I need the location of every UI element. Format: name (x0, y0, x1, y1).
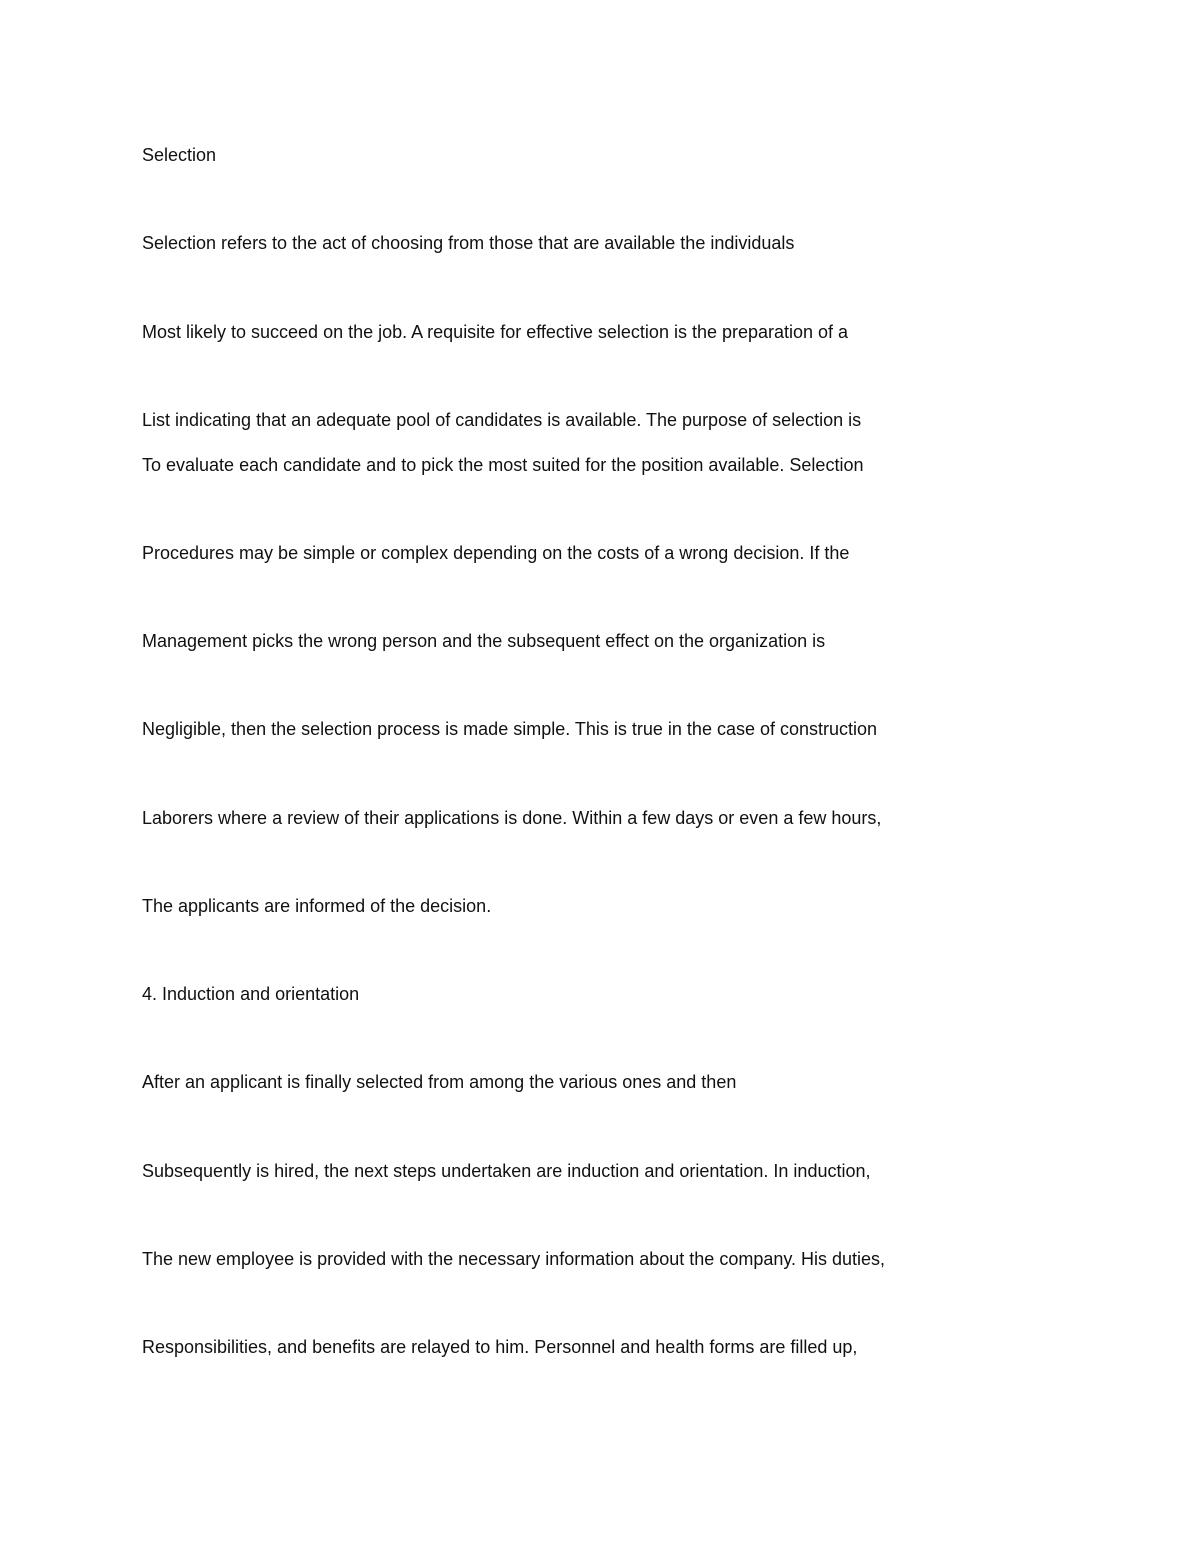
body-line: Selection refers to the act of choosing from those that are available the individuals (142, 233, 795, 253)
section-heading-induction: 4. Induction and orientation (142, 984, 360, 1004)
body-line: The new employee is provided with the necessary information about the company. His duties, (142, 1249, 886, 1269)
body-line: The applicants are informed of the decision. (142, 896, 492, 916)
body-line: List indicating that an adequate pool of candidates is available. The purpose of selection is (142, 410, 862, 430)
body-line: Most likely to succeed on the job. A requisite for effective selection is the preparation of a (142, 322, 849, 342)
body-line: Laborers where a review of their applications is done. Within a few days or even a few hours, (142, 808, 882, 828)
body-line: To evaluate each candidate and to pick the most suited for the position available. Selection (142, 455, 864, 475)
body-line: Negligible, then the selection process is made simple. This is true in the case of construction (142, 719, 878, 739)
body-line: Management picks the wrong person and the subsequent effect on the organization is (142, 631, 826, 651)
body-line: Subsequently is hired, the next steps undertaken are induction and orientation. In induction, (142, 1161, 871, 1181)
body-line: After an applicant is finally selected from among the various ones and then (142, 1072, 737, 1092)
body-line: Responsibilities, and benefits are relayed to him. Personnel and health forms are filled up, (142, 1337, 858, 1357)
body-line: Procedures may be simple or complex depending on the costs of a wrong decision. If the (142, 543, 850, 563)
section-heading-selection: Selection (142, 145, 217, 165)
